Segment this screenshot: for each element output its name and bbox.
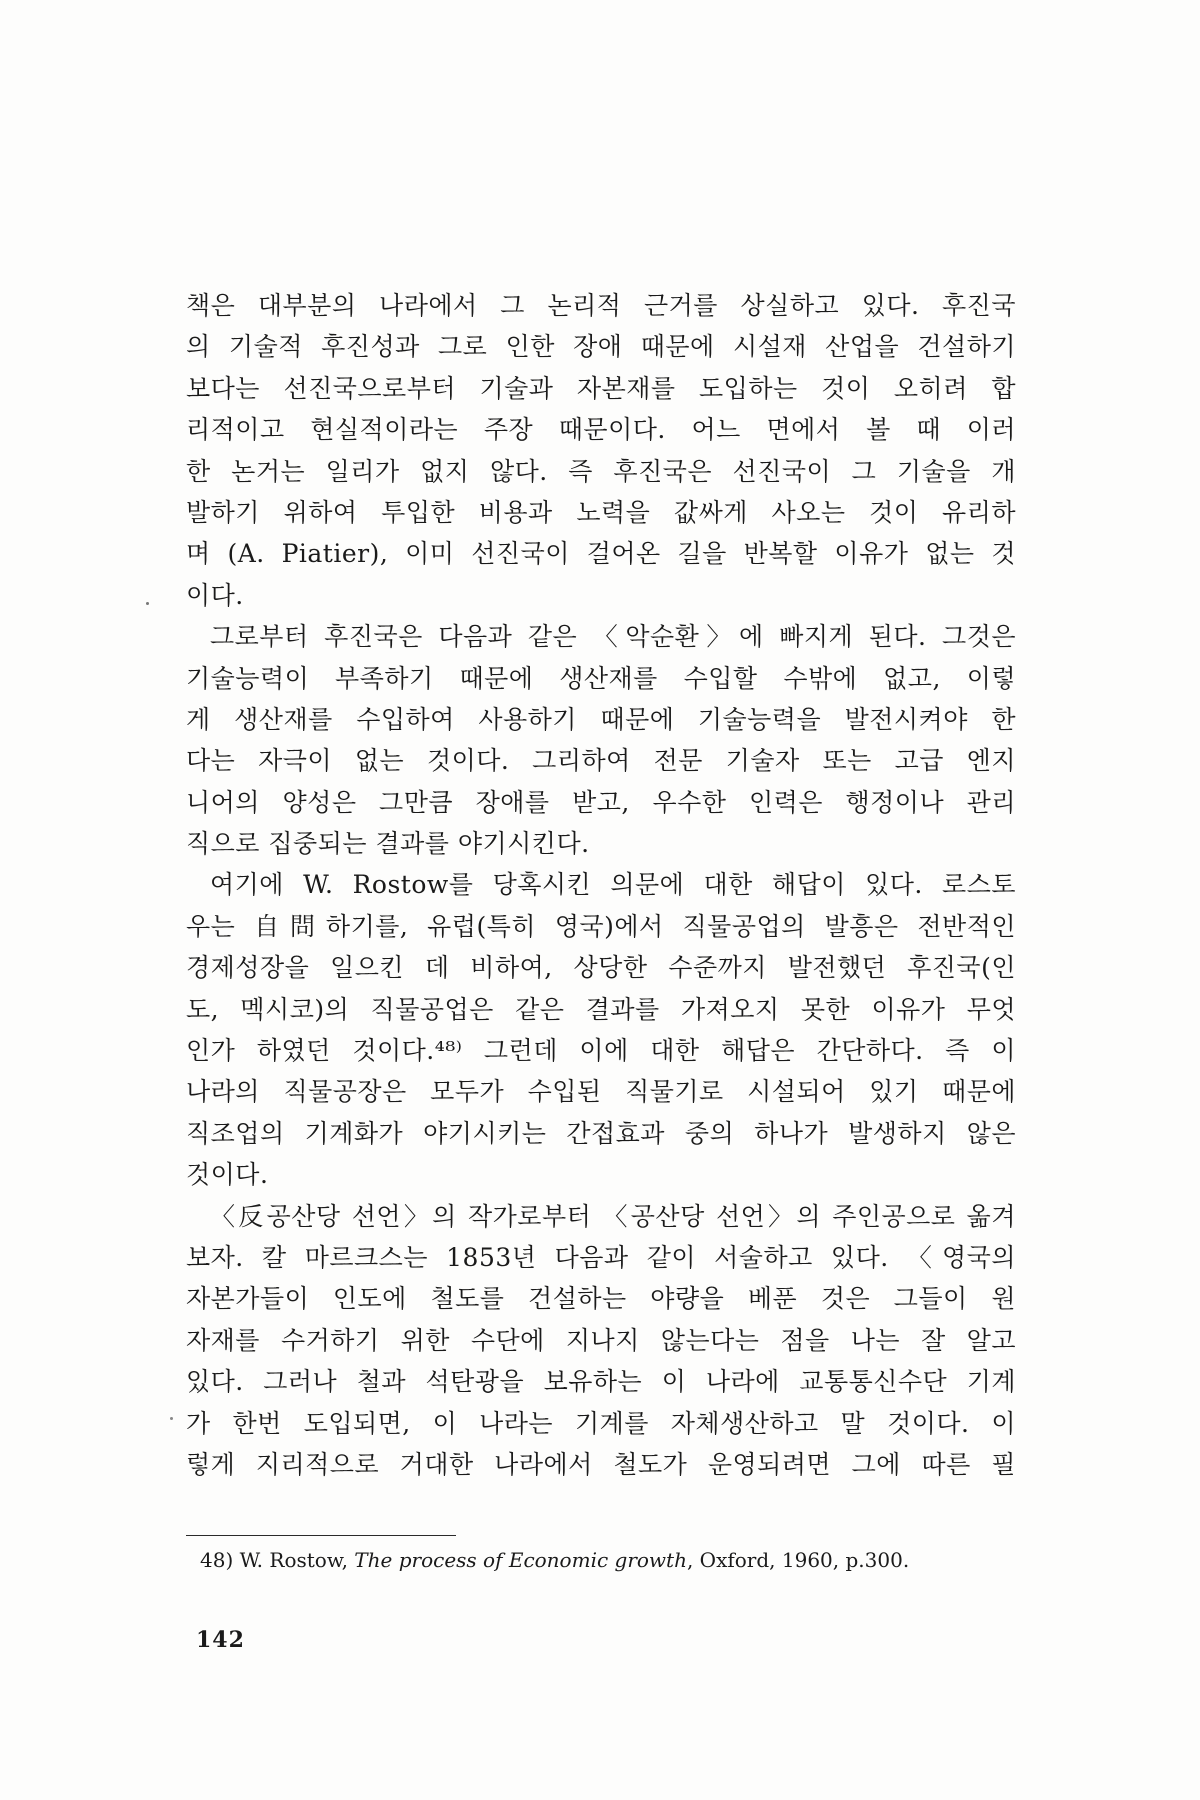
text-line: 우는 自問하기를, 유럽(특히 영국)에서 직물공업의 발흥은 전반적인 <box>186 911 1016 941</box>
body-text <box>186 285 1016 1485</box>
text-line: 보자. 칼 마르크스는 1853년 다음과 같이 서술하고 있다. 〈영국의 <box>186 1242 1016 1272</box>
text-line: 것이다. <box>186 1160 269 1190</box>
text-line: 리적이고 현실적이라는 주장 때문이다. 어느 면에서 볼 때 이러 <box>186 415 1016 445</box>
text-line: 게 생산재를 수입하여 사용하기 때문에 기술능력을 발전시켜야 한 <box>186 704 1016 734</box>
text-line: 의 기술적 후진성과 그로 인한 장애 때문에 시설재 산업을 건설하기 <box>186 332 1016 362</box>
text-line: 있다. 그러나 철과 석탄광을 보유하는 이 나라에 교통통신수단 기계 <box>186 1367 1016 1397</box>
text-line: 자재를 수거하기 위한 수단에 지나지 않는다는 점을 나는 잘 알고 <box>186 1325 1016 1355</box>
footnote-prefix: 48) W. Rostow, <box>200 1548 355 1572</box>
text-line: 경제성장을 일으킨 데 비하여, 상당한 수준까지 발전했던 후진국(인 <box>186 953 1016 983</box>
text-line: 발하기 위하여 투입한 비용과 노력을 값싸게 사오는 것이 유리하 <box>186 497 1016 527</box>
text-line: 며 (A. Piatier), 이미 선진국이 걸어온 길을 반복할 이유가 없는 것 <box>186 539 1016 569</box>
text-line: 직조업의 기계화가 야기시키는 간접효과 중의 하나가 발생하지 않은 <box>186 1118 1016 1148</box>
text-line: 그로부터 후진국은 다음과 같은 〈악순환〉에 빠지게 된다. 그것은 <box>210 622 1016 652</box>
text-line: 자본가들이 인도에 철도를 건설하는 야량을 베푼 것은 그들이 원 <box>186 1284 1016 1314</box>
margin-mark <box>170 1417 173 1420</box>
text-line: 〈反공산당 선언〉의 작가로부터 〈공산당 선언〉의 주인공으로 옮겨 <box>210 1201 1016 1231</box>
text-line: 책은 대부분의 나라에서 그 논리적 근거를 상실하고 있다. 후진국 <box>186 291 1016 320</box>
margin-mark <box>146 602 149 605</box>
page-number: 142 <box>196 1627 245 1653</box>
text-line: 렇게 지리적으로 거대한 나라에서 철도가 운영되려면 그에 따른 필 <box>186 1449 1016 1479</box>
text-line: 인가 하였던 것이다.⁴⁸⁾ 그런데 이에 대한 해답은 간단하다. 즉 이 <box>186 1036 1016 1066</box>
text-line: 도, 멕시코)의 직물공업은 같은 결과를 가져오지 못한 이유가 무엇 <box>186 994 1016 1024</box>
text-line: 보다는 선진국으로부터 기술과 자본재를 도입하는 것이 오히려 합 <box>186 373 1016 403</box>
text-line: 한 논거는 일리가 없지 않다. 즉 후진국은 선진국이 그 기술을 개 <box>186 456 1016 486</box>
text-line: 나라의 직물공장은 모두가 수입된 직물기로 시설되어 있기 때문에 <box>186 1077 1016 1107</box>
footnote-divider <box>186 1535 456 1536</box>
text-line: 이다. <box>186 580 244 610</box>
footnote <box>200 1546 909 1574</box>
text-line: 여기에 W. Rostow를 당혹시킨 의문에 대한 해답이 있다. 로스토 <box>210 870 1016 900</box>
text-line: 가 한번 도입되면, 이 나라는 기계를 자체생산하고 말 것이다. 이 <box>186 1408 1016 1438</box>
text-line: 직으로 집중되는 결과를 야기시킨다. <box>186 829 590 859</box>
text-line: 니어의 양성은 그만큼 장애를 받고, 우수한 인력은 행정이나 관리 <box>186 787 1016 817</box>
text-line: 기술능력이 부족하기 때문에 생산재를 수입할 수밖에 없고, 이렇 <box>186 663 1016 693</box>
footnote-suffix: , Oxford, 1960, p.300. <box>686 1548 910 1572</box>
text-line: 다는 자극이 없는 것이다. 그리하여 전문 기술자 또는 고급 엔지 <box>186 746 1016 776</box>
footnote-book-title: The process of Economic growth <box>354 1548 687 1572</box>
